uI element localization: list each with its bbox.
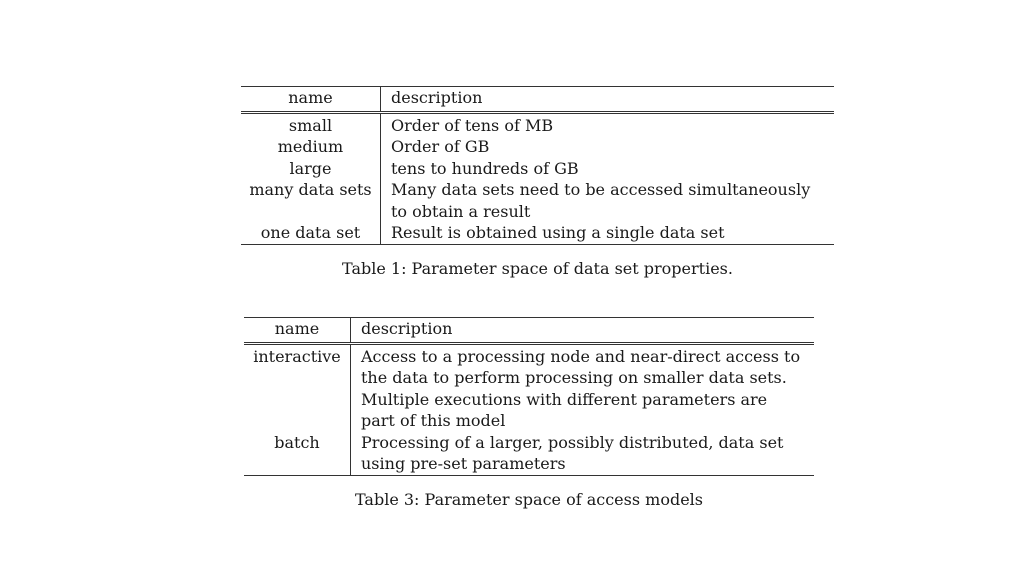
table-row xyxy=(241,158,834,180)
table-row xyxy=(244,343,814,432)
row-name: batch xyxy=(244,432,351,476)
table-row xyxy=(244,432,814,476)
table-header-row xyxy=(244,318,814,344)
access-models-table xyxy=(244,317,814,476)
row-name: one data set xyxy=(241,222,381,244)
row-name: interactive xyxy=(244,343,351,432)
row-description: tens to hundreds of GB xyxy=(391,158,579,178)
table-1 xyxy=(241,86,834,278)
row-name: medium xyxy=(241,136,381,158)
row-name: small xyxy=(241,112,381,136)
table-row xyxy=(241,222,834,244)
table-caption: Table 3: Parameter space of access models xyxy=(354,489,703,509)
row-name: large xyxy=(241,158,381,180)
row-description: Access to a processing node and near-direct access to the data to perform processing on smaller data sets. Multiple executions with different parameters are part of this model xyxy=(351,343,815,432)
column-header-name: name xyxy=(244,318,351,344)
table-row xyxy=(241,136,834,158)
row-description: Order of tens of MB xyxy=(381,112,835,136)
column-header-description: description xyxy=(391,88,483,107)
row-description: Order of GB xyxy=(391,137,490,156)
table-3 xyxy=(244,317,814,509)
row-description: Many data sets need to be accessed simultaneously to obtain a result xyxy=(391,180,811,221)
row-description: Result is obtained using a single data set xyxy=(381,222,835,244)
table-row xyxy=(241,112,834,136)
data-set-properties-table xyxy=(241,86,834,245)
row-description: Processing of a larger, possibly distributed, data set using pre-set parameters xyxy=(351,432,815,476)
row-name: many data sets xyxy=(241,179,381,222)
table-row xyxy=(241,179,834,222)
table-header-row xyxy=(241,87,834,113)
column-header-name: name xyxy=(241,87,381,113)
table-caption: Table 1: Parameter space of data set properties. xyxy=(342,258,733,278)
column-header-description: description xyxy=(361,319,453,338)
